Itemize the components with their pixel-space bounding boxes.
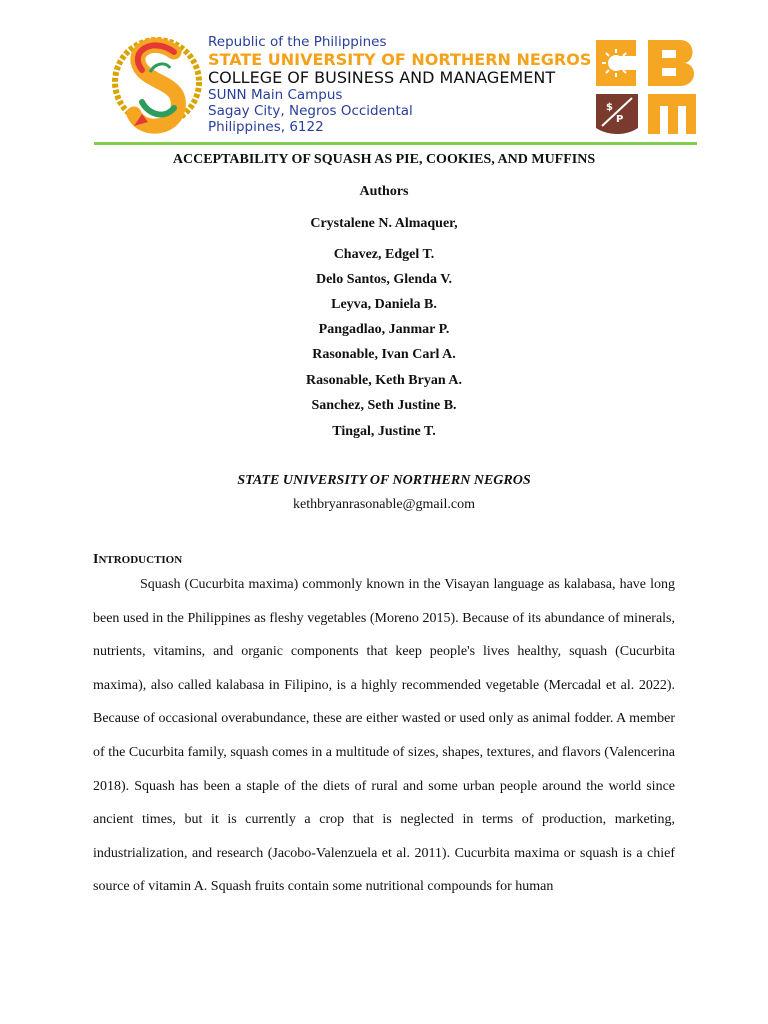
svg-text:P: P xyxy=(616,114,624,125)
author-name: Leyva, Daniela B. xyxy=(331,297,437,312)
cbm-logo-icon xyxy=(592,36,700,138)
letterhead-text xyxy=(208,33,592,138)
author-name: Tingal, Justine T. xyxy=(332,424,436,439)
authors-heading: Authors xyxy=(359,184,409,199)
author-name: Rasonable, Keth Bryan A. xyxy=(306,373,462,388)
author-name: Delo Santos, Glenda V. xyxy=(315,272,452,287)
university-line: STATE UNIVERSITY OF NORTHERN NEGROS xyxy=(208,50,592,69)
republic-line: Republic of the Philippines xyxy=(208,34,387,50)
country-line: Philippines, 6122 xyxy=(208,119,324,135)
svg-text:$: $ xyxy=(606,102,613,113)
author-name: Pangadlao, Janmar P. xyxy=(318,322,450,337)
header-divider xyxy=(94,142,697,145)
letterhead xyxy=(0,0,768,150)
author-name: Crystalene N. Almaquer, xyxy=(310,216,458,231)
author-name: Rasonable, Ivan Carl A. xyxy=(312,347,456,362)
paper-title: ACCEPTABILITY OF SQUASH AS PIE, COOKIES, AND MUFFINS xyxy=(172,152,596,167)
author-name: Chavez, Edgel T. xyxy=(333,247,435,262)
author-name: Sanchez, Seth Justine B. xyxy=(311,398,457,413)
university-seal-icon xyxy=(112,22,202,142)
section-heading-introduction xyxy=(93,552,182,568)
city-line: Sagay City, Negros Occidental xyxy=(208,103,413,119)
contact-email: kethbryanrasonable@gmail.com xyxy=(293,497,475,512)
introduction-paragraph: Squash (Cucurbita maxima) commonly known in the Visayan language as kalabasa, have long been used in the Philippines as fleshy vegetables (Moreno 2015). Because of its abundance of minerals, nutrients, vitamins, and organic components that keep people's lives healthy, squash (Cucurbita maxima), also called kalabasa in Filipino, is a highly recommended vegetable (Mercadal et al. 2022). Because of occasional overabundance, these are either wasted or used only as animal fodder. A member of the Cucurbita family, squash comes in a multitude of sizes, shapes, textures, and flavors (Valencerina 2018). Squash has been a staple of the diets of rural and some urban people around the world since ancient times, but it is currently a crop that is neglected in terms of production, marketing, industrialization, and research (Jacobo-Valenzuela et al. 2011). Cucurbita maxima or squash is a chief source of vitamin A. Squash fruits contain some nutritional compounds for human xyxy=(93,577,675,895)
campus-line: SUNN Main Campus xyxy=(208,87,343,103)
affiliation: STATE UNIVERSITY OF NORTHERN NEGROS xyxy=(237,473,531,488)
section-initial: I xyxy=(93,552,99,567)
college-line: COLLEGE OF BUSINESS AND MANAGEMENT xyxy=(208,68,556,87)
section-rest: NTRODUCTION xyxy=(98,554,183,566)
